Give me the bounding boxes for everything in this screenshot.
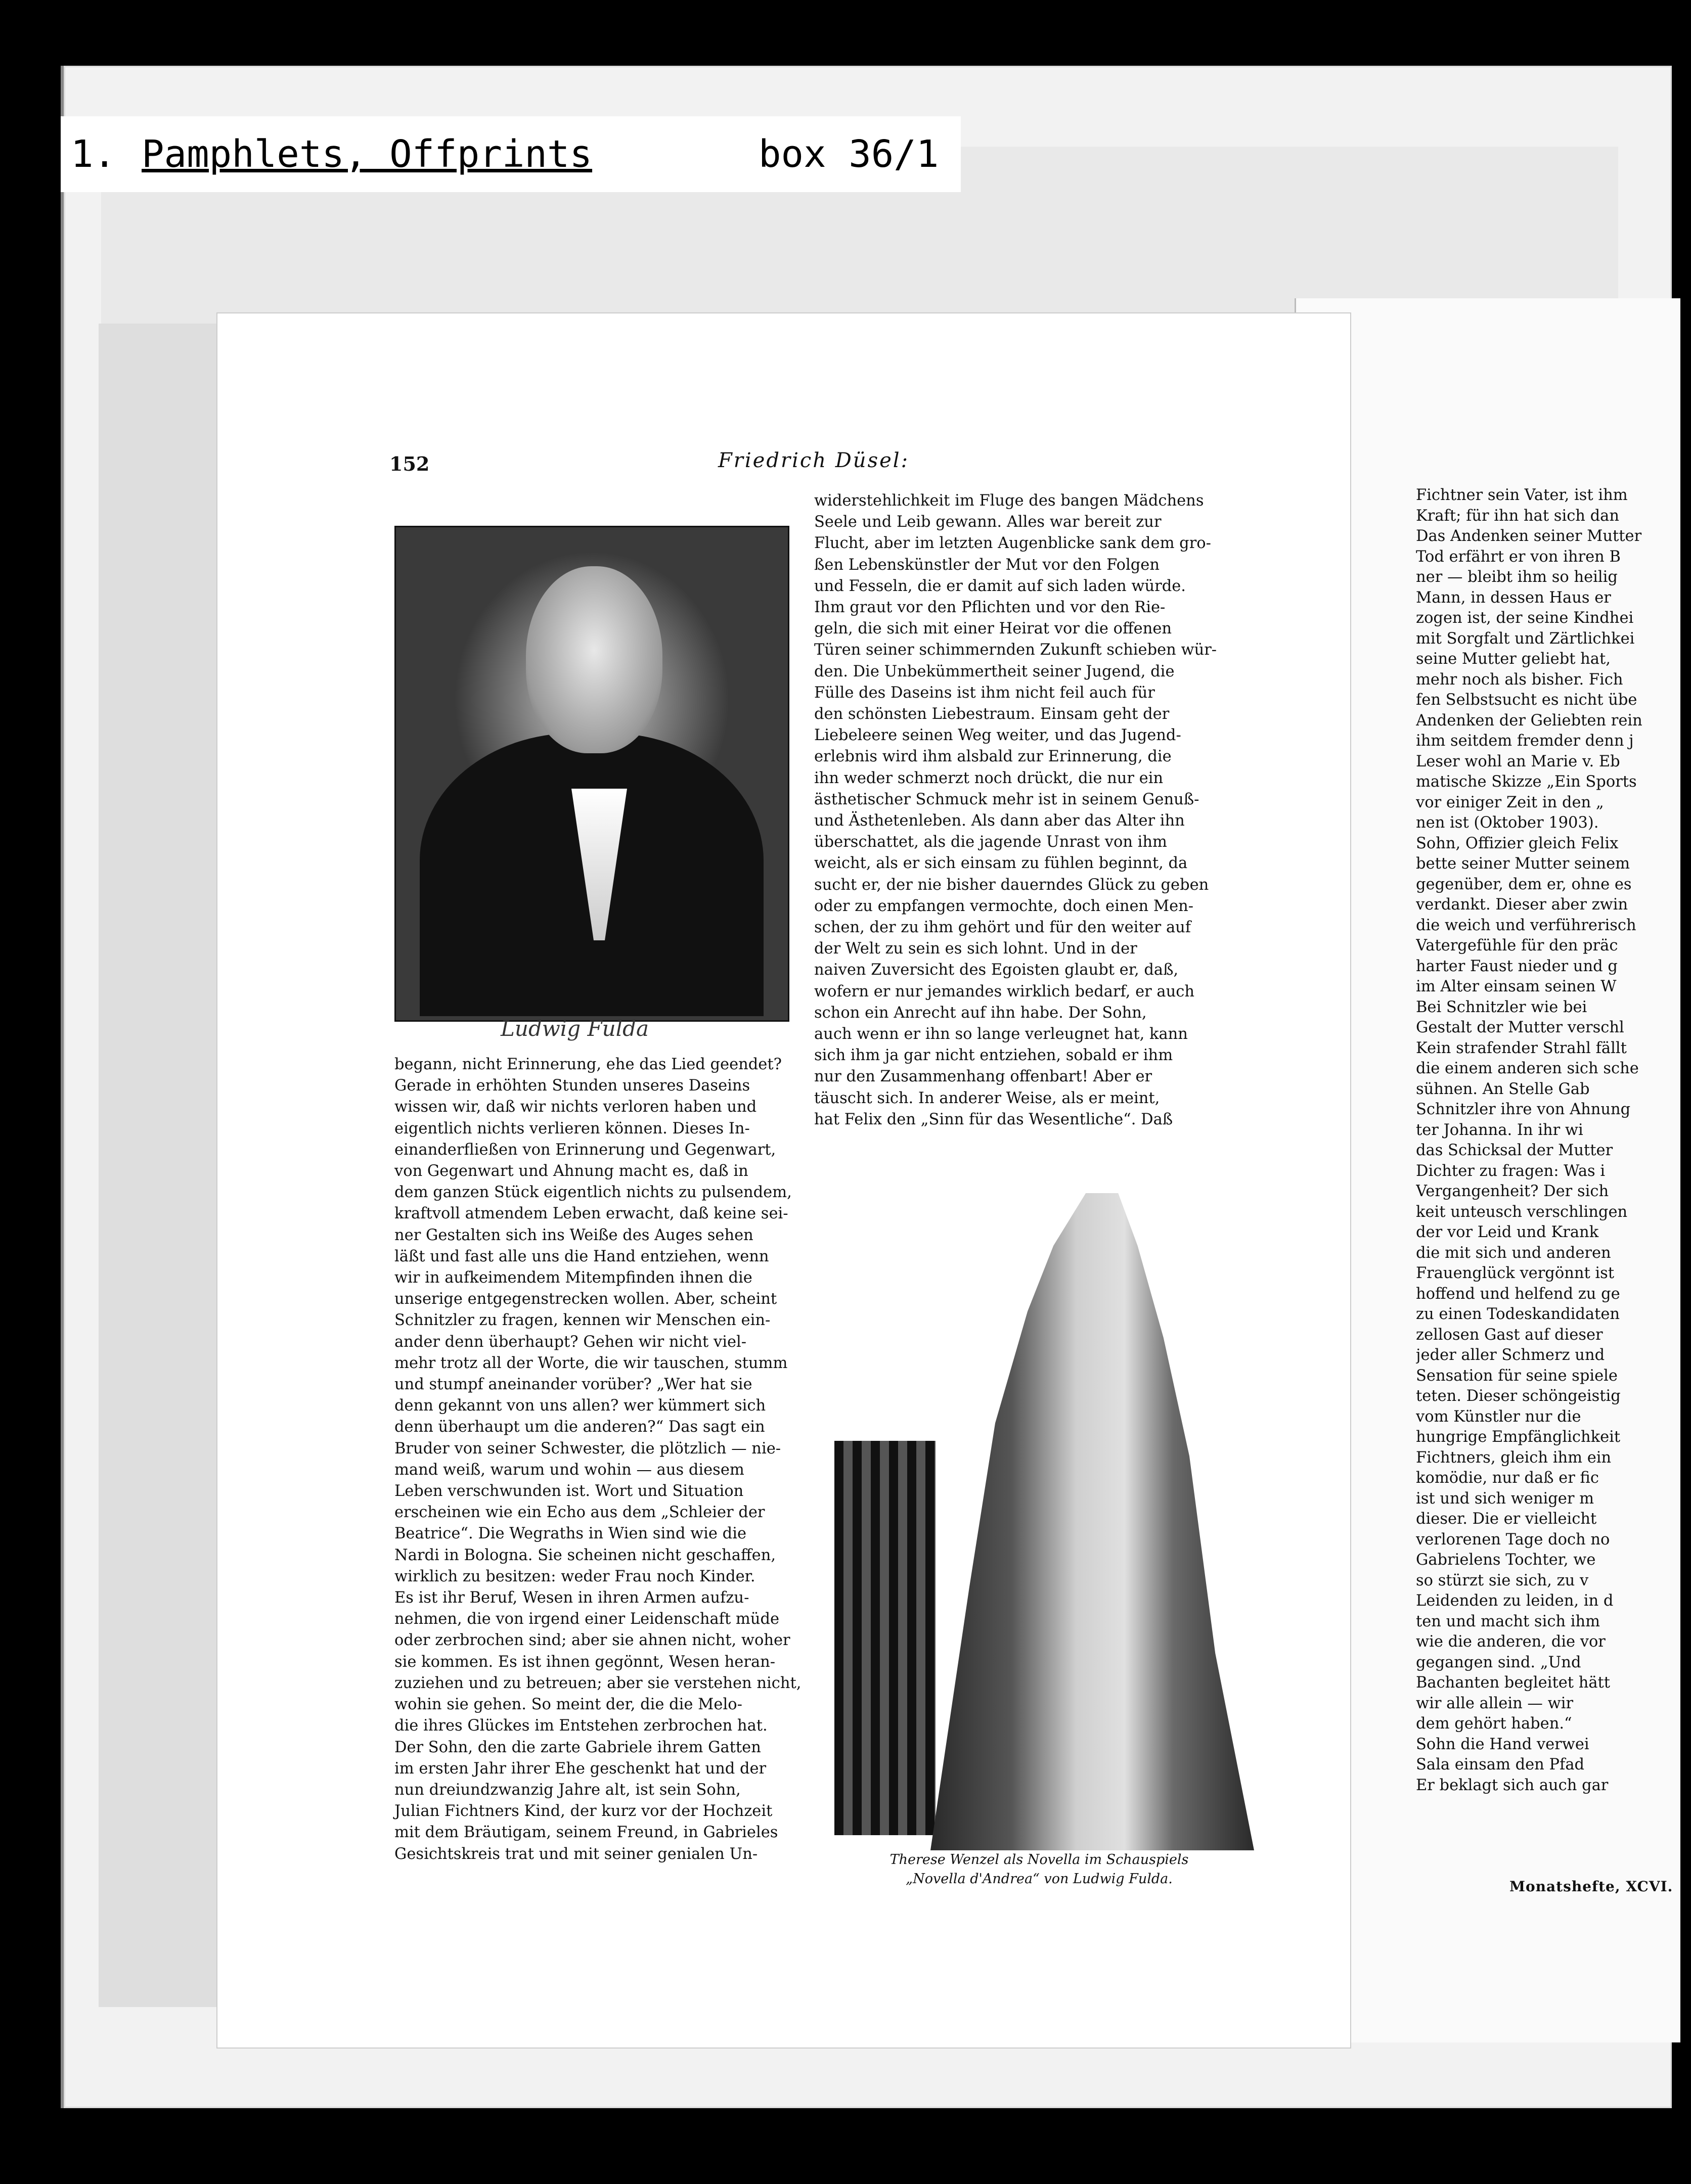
text-line: denn gekannt von uns allen? wer kümmert sich [394,1397,766,1415]
text-line: Schnitzler ihre von Ahnung [1416,1101,1631,1118]
text-line: so stürzt sie sich, zu v [1416,1571,1589,1589]
text-line: ner Gestalten sich ins Weiße des Auges sehen [394,1226,753,1244]
text-line: teten. Dieser schöngeistig [1416,1387,1621,1405]
text-line: Gerade in erhöhten Stunden unseres Daseins [394,1077,750,1095]
text-line: und Ästhetenleben. Als dann aber das Alter ihn [814,812,1185,830]
text-line: denn überhaupt um die anderen?“ Das sagt ein [394,1418,765,1436]
partial-page-footer: Monatshefte, XCVI. [1509,1878,1673,1895]
text-line: harter Faust nieder und g [1416,957,1618,975]
text-line: ner — bleibt ihm so heilig [1416,568,1618,586]
text-line: Gabrielens Tochter, we [1416,1551,1596,1569]
text-line: weicht, als er sich einsam zu fühlen beginnt, da [814,854,1188,873]
text-line: zellosen Gast auf dieser [1416,1326,1603,1344]
text-line: wirklich zu besitzen: weder Frau noch Kinder. [394,1567,755,1585]
text-line: gegangen sind. „Und [1416,1653,1581,1671]
text-line: Leidenden zu leiden, in d [1416,1592,1614,1610]
text-line: geln, die sich mit einer Heirat vor die offenen [814,620,1172,638]
text-line: dem ganzen Stück eigentlich nichts zu pulsendem, [394,1184,792,1202]
caption-line-2: „Novella d'Andrea“ von Ludwig Fulda. [906,1871,1173,1887]
actress-photo-chair [834,1441,936,1835]
text-line: mit Sorgfalt und Zärtlichkei [1416,629,1635,648]
text-line: ihn weder schmerzt noch drückt, die nur ein [814,769,1164,787]
text-line: mehr trotz all der Worte, die wir tauschen, stumm [394,1354,788,1372]
text-line: wie die anderen, die vor [1416,1633,1606,1651]
text-line: erscheinen wie ein Echo aus dem „Schleier der [394,1504,765,1522]
text-line: Er beklagt sich auch gar [1416,1776,1609,1794]
text-line: schon ein Anrecht auf ihn habe. Der Sohn, [814,1004,1147,1022]
text-line: die weich und verführerisch [1416,916,1636,934]
text-line: und Fesseln, die er damit auf sich laden würde. [814,577,1186,595]
text-line: Leser wohl an Marie v. Eb [1416,752,1620,770]
text-line: sühnen. An Stelle Gab [1416,1080,1590,1098]
text-line: Türen seiner schimmernden Zukunft schieben wür- [814,641,1217,659]
text-line: Fichtner sein Vater, ist ihm [1416,486,1628,504]
text-line: im ersten Jahr ihrer Ehe geschenkt hat und der [394,1759,767,1778]
text-line: Gestalt der Mutter verschl [1416,1019,1624,1036]
text-line: jeder aller Schmerz und [1416,1346,1605,1364]
text-line: im Alter einsam seinen W [1416,978,1617,995]
text-line: die mit sich und anderen [1416,1244,1611,1262]
text-line: der vor Leid und Krank [1416,1223,1599,1241]
text-line: matische Skizze „Ein Sports [1416,773,1637,791]
text-line: täuscht sich. In anderer Weise, als er meint, [814,1089,1160,1107]
text-line: vor einiger Zeit in den „ [1416,793,1604,811]
front-sheet-edge [99,324,225,2007]
text-line: bette seiner Mutter seinem [1416,855,1630,873]
text-line: sich ihm ja gar nicht entziehen, sobald er ihm [814,1046,1173,1065]
text-line: Dichter zu fragen: Was i [1416,1162,1606,1180]
text-line: Fülle des Daseins ist ihm nicht feil auch für [814,684,1155,702]
text-line: Sensation für seine spiele [1416,1367,1618,1385]
text-line: ihm seitdem fremder denn j [1416,732,1634,750]
text-line: verlorenen Tage doch no [1416,1530,1610,1549]
text-line: Kraft; für ihn hat sich dan [1416,507,1619,525]
text-line: ander denn überhaupt? Gehen wir nicht viel- [394,1333,747,1351]
text-line: der Welt zu sein es sich lohnt. Und in der [814,940,1137,958]
text-line: sie kommen. Es ist ihnen gegönnt, Wesen heran- [394,1653,776,1671]
text-line: Leben verschwunden ist. Wort und Situation [394,1482,744,1500]
text-line: sucht er, der nie bisher dauerndes Glück zu geben [814,876,1209,894]
text-line: dem gehört haben.“ [1416,1715,1572,1733]
partial-page-text [1416,485,1676,1796]
text-line: Das Andenken seiner Mutter [1416,527,1642,545]
text-line: überschattet, als die jagende Unrast von ihm [814,833,1167,851]
text-line: ten und macht sich ihm [1416,1612,1600,1630]
text-line: Flucht, aber im letzten Augenblicke sank dem gro- [814,534,1211,553]
text-line: auch wenn er ihn so lange verleugnet hat, kann [814,1025,1188,1043]
text-line: wissen wir, daß wir nichts verloren haben und [394,1098,757,1116]
text-line: eigentlich nichts verlieren können. Dieses In- [394,1119,750,1138]
text-line: oder zu empfangen vermochte, doch einen Men- [814,897,1194,915]
text-line: läßt und fast alle uns die Hand entziehen, wenn [394,1247,769,1265]
text-line: wir in aufkeimendem Mitempfinden ihnen die [394,1269,752,1287]
text-line: verdankt. Dieser aber zwin [1416,896,1628,914]
page-number: 152 [389,452,430,475]
text-line: zu einen Todeskandidaten [1416,1305,1620,1323]
caption-line-1: Therese Wenzel als Novella im Schauspiels [889,1852,1189,1868]
text-line: Bei Schnitzler wie bei [1416,998,1587,1016]
text-line: komödie, nur daß er fic [1416,1469,1599,1487]
text-line: Kein strafender Strahl fällt [1416,1039,1627,1057]
text-line: Sohn die Hand verwei [1416,1735,1589,1753]
text-line: den. Die Unbekümmertheit seiner Jugend, die [814,662,1175,680]
text-line: Es ist ihr Beruf, Wesen in ihren Armen aufzu- [394,1589,749,1607]
text-line: Nardi in Bologna. Sie scheinen nicht geschaffen, [394,1546,776,1564]
photo-caption [829,1850,1249,1889]
text-line: Ihm graut vor den Pflichten und vor den Rie- [814,599,1166,617]
text-line: Vatergefühle für den präc [1416,937,1618,954]
text-line: Bachanten begleitet hätt [1416,1674,1611,1692]
label-box: box 36/1 [759,132,939,176]
text-line: nur den Zusammenhang offenbart! Aber er [814,1068,1152,1086]
text-line: kraftvoll atmendem Leben erwacht, daß keine sei- [394,1205,788,1223]
text-line: Schnitzler zu fragen, kennen wir Menschen ein- [394,1311,771,1330]
text-line: begann, nicht Erinnerung, ehe das Lied geendet? [394,1056,782,1073]
text-line: wohin sie gehen. So meint der, die die Melo- [394,1696,742,1714]
text-line: hungrige Empfänglichkeit [1416,1428,1621,1446]
text-line: Fichtners, gleich ihm ein [1416,1448,1612,1467]
text-line: Liebeleere seinen Weg weiter, und das Jugend- [814,726,1181,745]
text-line: den schönsten Liebestraum. Einsam geht der [814,705,1170,723]
text-line: Vergangenheit? Der sich [1416,1182,1609,1200]
text-line: mehr noch als bisher. Fich [1416,670,1623,689]
text-line: vom Künstler nur die [1416,1407,1581,1426]
text-line: Andenken der Geliebten rein [1416,711,1642,730]
text-line: nun dreiundzwanzig Jahre alt, ist sein Sohn, [394,1781,741,1799]
text-line: Der Sohn, den die zarte Gabriele ihrem Gatten [394,1738,761,1756]
text-line: Tod erfährt er von ihren B [1416,548,1621,566]
text-line: naiven Zuversicht des Egoisten glaubt er, daß, [814,961,1179,979]
text-line: einanderfließen von Erinnerung und Gegenwart, [394,1141,776,1159]
text-line: erlebnis wird ihm alsbald zur Erinnerung, die [814,748,1172,766]
text-line: dieser. Die er vielleicht [1416,1510,1597,1528]
text-line: zuziehen und zu betreuen; aber sie verstehen nicht, [394,1674,802,1692]
text-line: Mann, in dessen Haus er [1416,588,1611,607]
text-line: Frauenglück vergönnt ist [1416,1264,1615,1282]
text-line: Sohn, Offizier gleich Felix [1416,834,1619,852]
label-number: 1. [71,132,116,176]
text-line: und stumpf aneinander vorüber? „Wer hat sie [394,1376,752,1394]
text-line: Seele und Leib gewann. Alles war bereit zur [814,513,1162,531]
text-line: fen Selbstsucht es nicht übe [1416,691,1637,709]
running-head: Friedrich Düsel: [718,449,910,472]
label-title: Pamphlets, Offprints [142,132,593,176]
text-line: nen ist (Oktober 1903). [1416,814,1599,832]
text-line: hat Felix den „Sinn für das Wesentliche“. Daß [814,1110,1173,1128]
archive-label [61,116,961,192]
text-line: ßen Lebenskünstler der Mut vor den Folgen [814,556,1160,574]
portrait-head [526,566,662,753]
text-line: wir alle allein — wir [1416,1694,1574,1712]
text-line: mand weiß, warum und wohin — aus diesem [394,1461,744,1479]
text-line: Julian Fichtners Kind, der kurz vor der Hochzeit [394,1802,773,1821]
text-line: ästhetischer Schmuck mehr ist in seinem Genuß- [814,790,1199,808]
text-line: das Schicksal der Mutter [1416,1142,1613,1159]
text-line: oder zerbrochen sind; aber sie ahnen nicht, woher [394,1631,790,1650]
text-line: die einem anderen sich sche [1416,1060,1639,1077]
text-line: ter Johanna. In ihr wi [1416,1121,1583,1139]
text-line: zogen ist, der seine Kindhei [1416,609,1634,627]
text-line: hoffend und helfend zu ge [1416,1285,1620,1303]
text-line: Bruder von seiner Schwester, die plötzlich — nie- [394,1439,781,1458]
text-column-left [394,1054,807,1865]
text-line: seine Mutter geliebt hat, [1416,650,1611,668]
text-line: Sala einsam den Pfad [1416,1756,1585,1773]
text-line: Gesichtskreis trat und mit seiner genialen Un- [394,1845,758,1863]
text-line: von Gegenwart und Ahnung macht es, daß in [394,1162,748,1180]
text-line: unserige entgegenstrecken wollen. Aber, scheint [394,1290,777,1308]
text-line: nehmen, die von irgend einer Leidenschaft müde [394,1610,780,1628]
text-line: widerstehlichkeit im Fluge des bangen Mädchens [814,492,1204,510]
portrait-signature: Ludwig Fulda [501,1016,649,1041]
text-line: wofern er nur jemandes wirklich bedarf, er auch [814,982,1194,1000]
text-line: keit unteusch verschlingen [1416,1203,1628,1221]
text-line: die ihres Glückes im Entstehen zerbrochen hat. [394,1717,768,1735]
text-line: mit dem Bräutigam, seinem Freund, in Gabrieles [394,1824,778,1842]
text-column-right [814,490,1226,1130]
text-line: Beatrice“. Die Wegraths in Wien sind wie die [394,1525,747,1543]
text-line: ist und sich weniger m [1416,1489,1594,1508]
text-line: gegenüber, dem er, ohne es [1416,875,1632,893]
text-line: schen, der zu ihm gehört und für den weiter auf [814,919,1191,937]
